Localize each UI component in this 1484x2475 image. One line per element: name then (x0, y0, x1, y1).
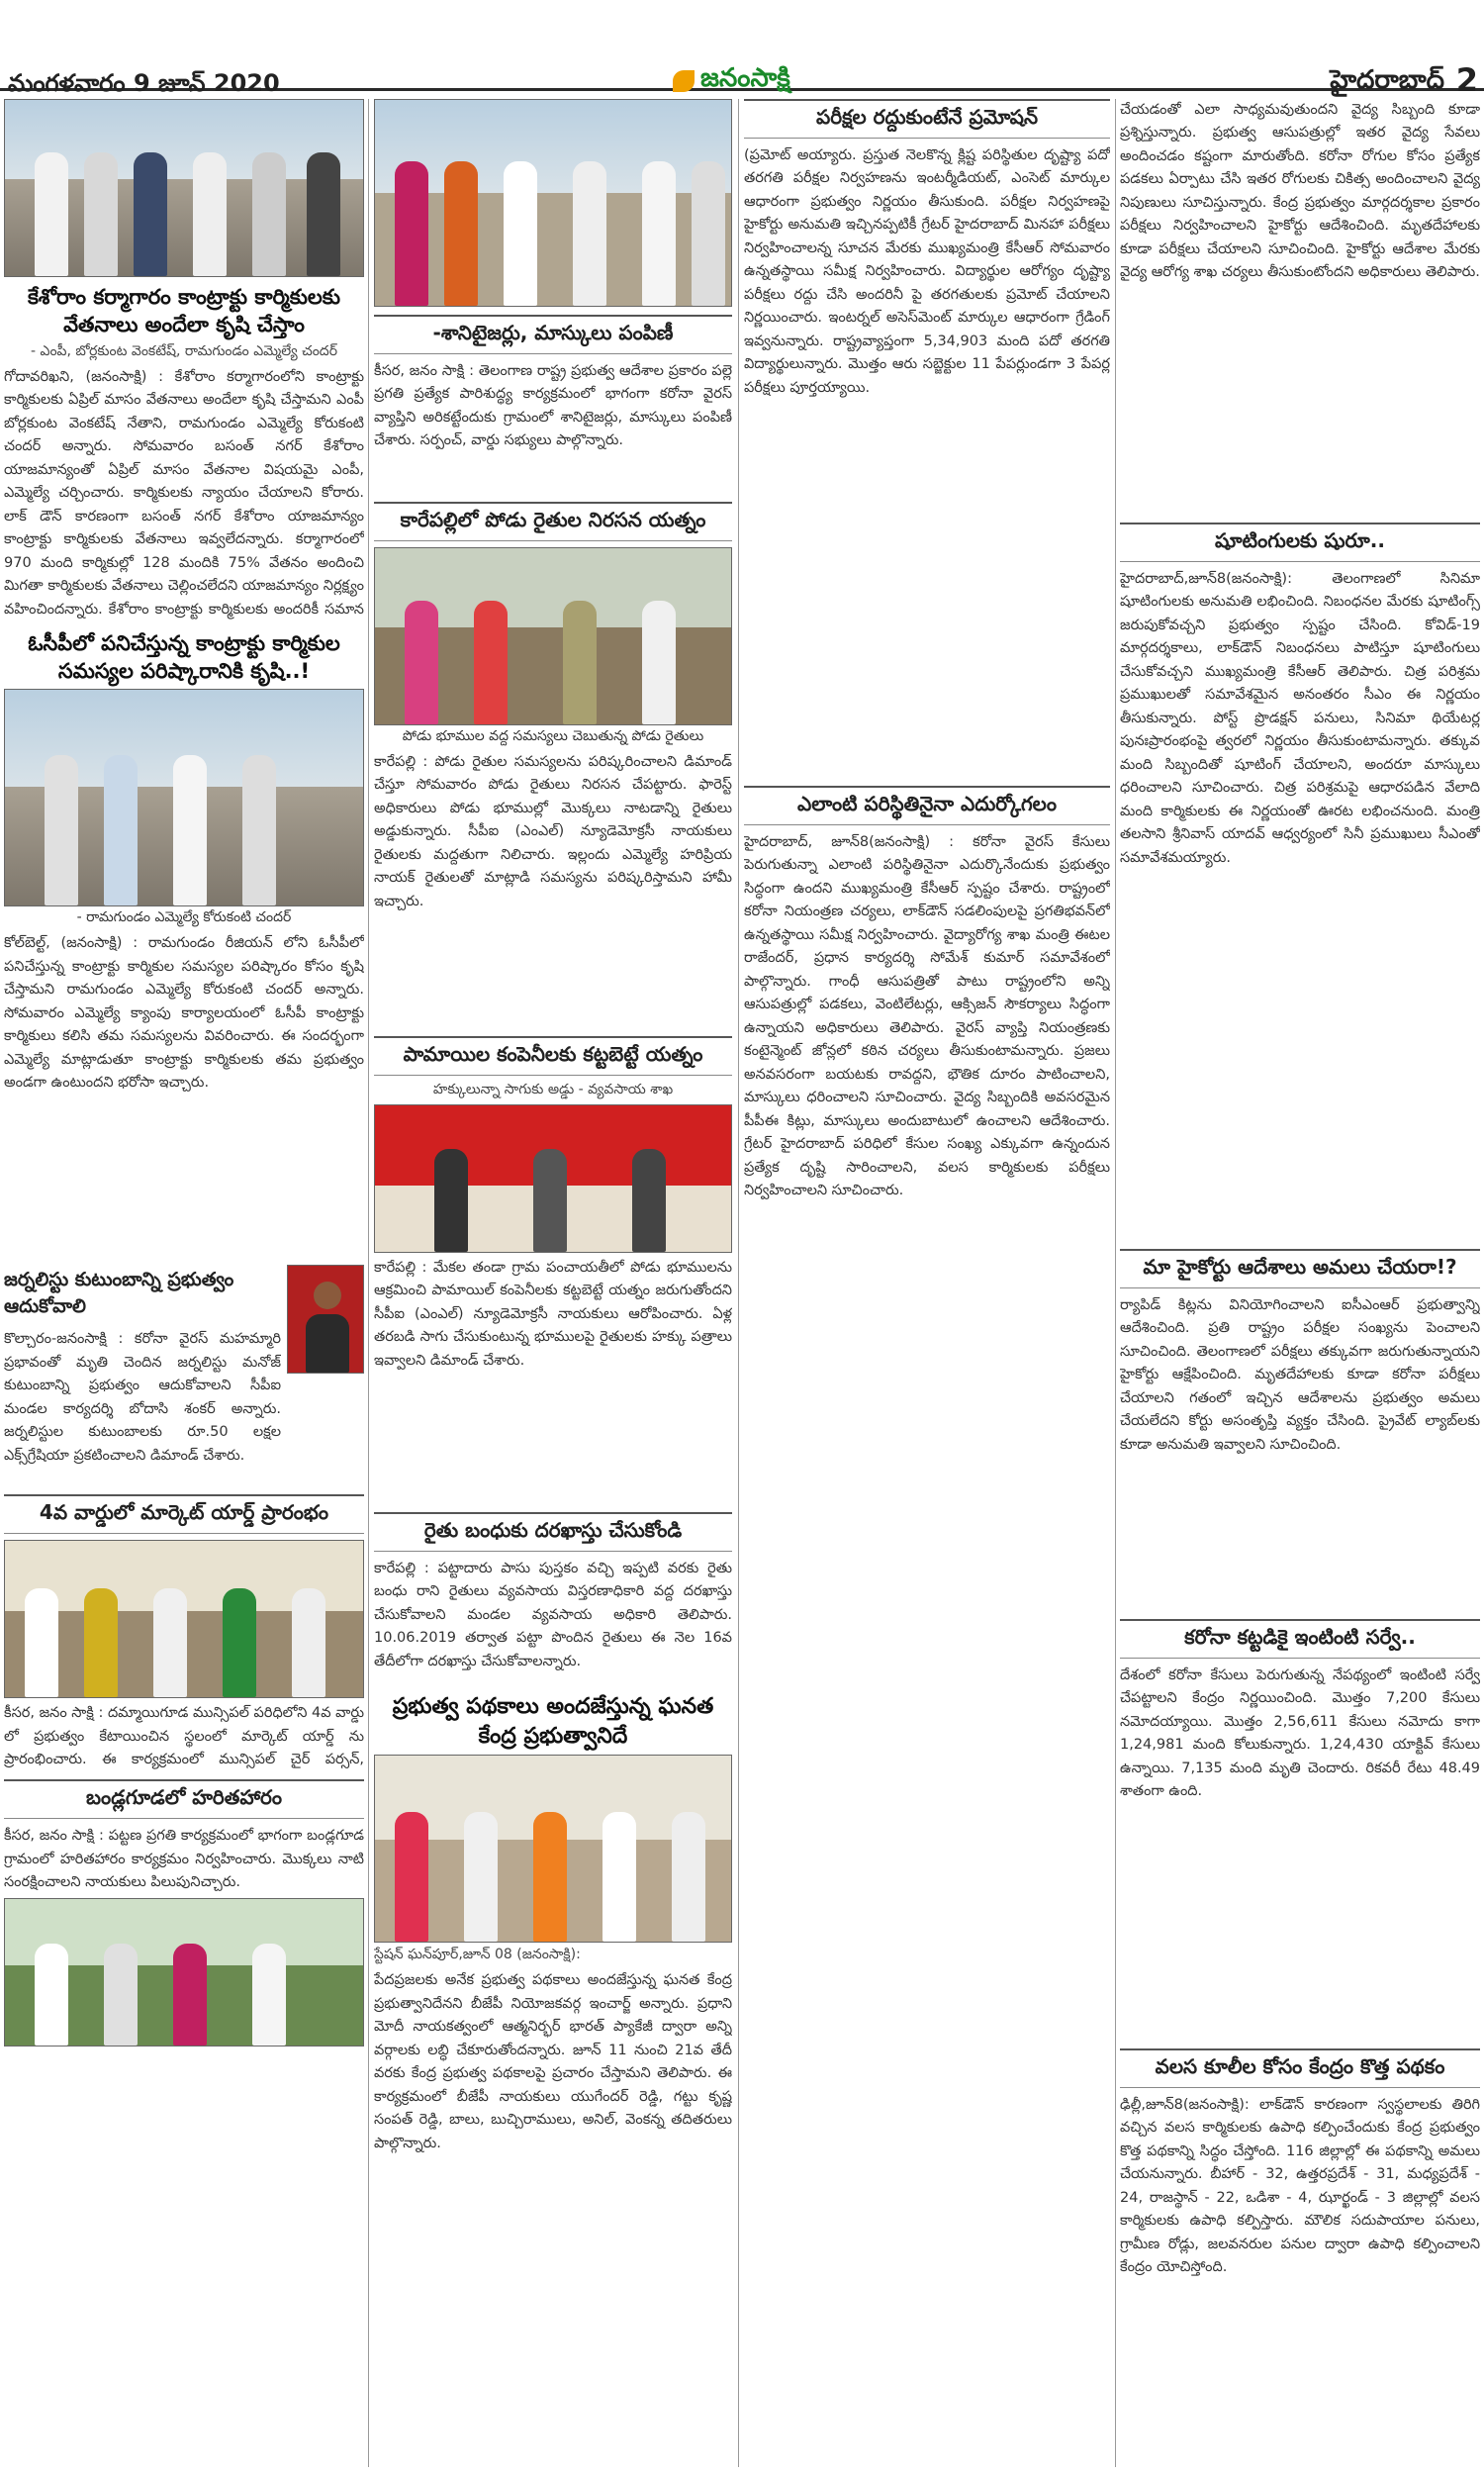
headline-high-court: మా హైకోర్టు ఆదేశాలు అమలు చేయరా!? (1120, 1249, 1480, 1288)
column-4 (1120, 99, 1480, 2467)
photo-caption-karepalli: పోడు భూముల వద్ద సమస్యలు చెబుతున్న పోడు రైతులు (402, 728, 704, 744)
masthead (0, 0, 1484, 99)
article-house-survey: దేశంలో కరోనా కేసులు పెరుగుతున్న నేపథ్యంలో ఇంటింటి సర్వే చేపట్టాలని కేంద్రం నిర్ణయించింది. మొత్తం 7,200 కేసులు నమోదయ్యాయి. మొత్తం 2,56,611 కేసులు నమోదు కాగా 1,24,981 మంది కోలుకున్నారు. 1,24,430 యాక్టివ్ కేసులు ఉన్నాయి. 7,135 మంది మృతి చెందారు. రికవరీ రేటు 48.49 శాతంగా ఉంది. (1120, 1667, 1480, 1800)
logo-leaf-icon (673, 70, 695, 92)
headline-journalist: జర్నలిస్టు కుటుంబాన్ని ప్రభుత్వం ఆదుకోవాలి (4, 1269, 234, 1318)
headline-central-schemes: ప్రభుత్వ పథకాలు అందజేస్తున్న ఘనత కేంద్ర ప్రభుత్వానిదే (392, 1694, 714, 1749)
article-continued: చేయడంతో ఎలా సాధ్యమవుతుందని వైద్య సిబ్బంది కూడా ప్రశ్నిస్తున్నారు. ప్రభుత్వ ఆసుపత్రుల్లో ఇతర వైద్య సేవలు అందించడం కష్టంగా మారుతోంది. కరోనా రోగుల కోసం ప్రత్యేక పడకలు ఏర్పాటు చేసి ఇతర రోగులకు చికిత్స అందించాలని వైద్య నిపుణులు సూచిస్తున్నారు. కేంద్ర ప్రభుత్వం మార్గదర్శకాల ప్రకారం పరీక్షలు నిర్వహించాలని హైకోర్టు ఆదేశించింది. మృతదేహాలకు కూడా పరీక్షలు చేయాలని సూచించింది. హైకోర్టు ఆదేశాల మేరకు వైద్య ఆరోగ్య శాఖ చర్యలు తీసుకుంటోందని అధికారులు తెలిపారు. (1120, 102, 1480, 281)
byline-palm-oil: హక్కులున్నా సాగుకు అడ్డు - వ్యవసాయ శాఖ (432, 1082, 674, 1097)
article-any-situation: హైదరాబాద్, జూన్8(జనంసాక్షి) : కరోనా వైరస్ కేసులు పెరుగుతున్నా ఎలాంటి పరిస్థితినైనా ఎదుర్కొనేందుకు ప్రభుత్వం సిద్ధంగా ఉందని ముఖ్యమంత్రి కేసీఆర్ స్పష్టం చేశారు. రాష్ట్రంలో కరోనా నియంత్రణ చర్యలు, లాక్‌డౌన్ సడలింపులపై ప్రగతిభవన్‌లో ఉన్నతస్థాయి సమీక్ష నిర్వహించారు. వైద్యారోగ్య శాఖ మంత్రి ఈటల రాజేందర్, ప్రధాన కార్యదర్శి సోమేశ్ కుమార్ సమావేశంలో పాల్గొన్నారు. గాంధీ ఆసుపత్రితో పాటు రాష్ట్రంలోని అన్ని ఆసుపత్రుల్లో పడకలు, వెంటిలేటర్లు, ఆక్సిజన్ సౌకర్యాలు సిద్ధంగా ఉన్నాయని అధికారులు తెలిపారు. వైరస్ వ్యాప్తి నియంత్రణకు కంటైన్మెంట్ జోన్లలో కఠిన చర్యలు తీసుకుంటామన్నారు. ప్రజలు అనవసరంగా బయటకు రావద్దని, భౌతిక దూరం పాటించాలని, మాస్కులు ధరించాలని సూచించారు. వైద్య సిబ్బందికి అవసరమైన పీపీఈ కిట్లు, మాస్కులు అందుబాటులో ఉంచాలని ఆదేశించారు. గ్రేటర్ హైదరాబాద్ పరిధిలో కేసుల సంఖ్య ఎక్కువగా ఉన్నందున ప్రత్యేక దృష్టి సారించాలని, వలస కార్మికులకు పరీక్షలు నిర్వహించాలని సూచించారు. (744, 834, 1110, 1199)
edition-city: హైదరాబాద్ (1330, 65, 1444, 95)
article-shootings: హైదరాబాద్,జూన్8(జనంసాక్షి): తెలంగాణలో సినిమా షూటింగులకు అనుమతి లభించింది. నిబంధనల మేరకు షూటింగ్స్ జరుపుకోవచ్చని ప్రభుత్వం స్పష్టం చేసింది. కోవిడ్-19 మార్గదర్శకాలు, లాక్‌డౌన్ నిబంధనలు పాటిస్తూ షూటింగులు చేసుకోవచ్చని ముఖ్యమంత్రి కేసీఆర్ తెలిపారు. చిత్ర పరిశ్రమ ప్రముఖులతో సమావేశమైన అనంతరం సీఎం ఈ నిర్ణయం తీసుకున్నారు. పోస్ట్ ప్రొడక్షన్ పనులు, సినిమా థియేటర్ల పునఃప్రారంభంపై త్వరలో నిర్ణయం తీసుకుంటామన్నారు. తక్కువ మంది సిబ్బందితో షూటింగ్ చేయాలని, అందరూ మాస్కులు ధరించాలని సూచించారు. చిత్ర పరిశ్రమపై ఆధారపడిన వేలాది మంది కార్మికులకు ఈ నిర్ణయంతో ఊరట లభించనుంది. మంత్రి తలసాని శ్రీనివాస్ యాదవ్ ఆధ్వర్యంలో సినీ ప్రముఖులు సీఎంతో సమావేశమయ్యారు. (1120, 571, 1480, 866)
article-market-yard: కీసర, జనం సాక్షి : దమ్మాయిగూడ మున్సిపల్ పరిధిలోని 4వ వార్డు లో ప్రభుత్వం కేటాయించిన స్థలంలో మార్కెట్ యార్డ్ ను ప్రారంభించారు. ఈ కార్యక్రమంలో మున్సిపల్ చైర్ పర్సన్, (4, 1705, 364, 1768)
news-photo-karepalli (374, 547, 732, 725)
column-2 (374, 99, 732, 2467)
column-3 (744, 99, 1110, 2467)
article-journalist: కొల్చారం-జనంసాక్షి : కరోనా వైరస్ మహమ్మారి ప్రభావంతో మృతి చెందిన జర్నలిస్టు మనోజ్ కుటుంబాన్ని ప్రభుత్వం ఆదుకోవాలని సీపీఐ మండల కార్యదర్శి బోదాసి శంకర్ అన్నారు. జర్నలిస్టుల కుటుంబాలకు రూ.50 లక్షల ఎక్స్‌గ్రేషియా ప్రకటించాలని డిమాండ్ చేశారు. (4, 1331, 281, 1464)
headline-exam-promotion: పరీక్షల రద్దుకుంటేనే ప్రమోషన్ (744, 99, 1110, 139)
article-kesoram: గోదావరిఖని, (జనంసాక్షి) : కేశోరాం కర్మాగారంలోని కాంట్రాక్టు కార్మికులకు ఏప్రిల్ మాసం వేతనాలు అందేలా కృషి చేస్తామని ఎంపీ బోర్లకుంట వెంకటేష్ నేతాని, రామగుండం ఎమ్మెల్యే కోరుకంటి చందర్ అన్నారు. సోమవారం బసంత్ నగర్ కేశోరాం యాజమాన్యంతో ఏప్రిల్ మాసం వేతనాల విషయమై ఎంపీ, ఎమ్మెల్యే చర్చించారు. కార్మికులకు న్యాయం చేయాలని కోరారు. లాక్ డౌన్ కారణంగా బసంత్ నగర్ కేశోరాం యాజమాన్యం కాంట్రాక్టు కార్మికులకు వేతనాలు ఇవ్వలేదన్నారు. కర్మాగారంలో 970 మంది కార్మికుల్లో 128 మందికి 75% వేతనం అందించి మిగతా కార్మికులకు వేతనాలు చెల్లించలేదని యాజమాన్యం నిర్లక్ష్యం వహించిందన్నారు. కేశోరాం కాంట్రాక్టు కార్మికులకు అందరికీ సమాన (4, 368, 364, 618)
article-palm-oil: కారేపల్లి : మేకల తండా గ్రామ పంచాయతీలో పోడు భూములను ఆక్రమించి పామాయిల్ కంపెనీలకు కట్టబెట్టే యత్నం జరుగుతోందని సీపీఐ (ఎంఎల్) న్యూడెమోక్రసీ నాయకులు ఆరోపించారు. ఏళ్ల తరబడి సాగు చేసుకుంటున్న భూములపై రైతులకు హక్కు పత్రాలు ఇవ్వాలని డిమాండ్ చేశారు. (374, 1260, 732, 1369)
column-divider (368, 99, 369, 2467)
column-divider (738, 99, 739, 2467)
news-photo-harithaharam (4, 1898, 364, 2047)
article-karepalli: కారేపల్లి : పోడు రైతుల సమస్యలను పరిష్కరించాలని డిమాండ్ చేస్తూ సోమవారం పోడు రైతులు నిరసన చేపట్టారు. ఫారెస్ట్ అధికారులు పోడు భూముల్లో మొక్కలు నాటడాన్ని రైతులు అడ్డుకున్నారు. సీపీఐ (ఎంఎల్) న్యూడెమోక్రసీ నాయకులు రైతులకు మద్దతుగా నిలిచారు. ఇల్లందు ఎమ్మెల్యే హరిప్రియ నాయక్ రైతులతో మాట్లాడి సమస్యను పరిష్కరిస్తామని హామీ ఇచ్చారు. (374, 754, 732, 909)
journalist-story (4, 1265, 364, 1486)
headline-harithaharam: బండ్లగూడలో హరితహారం (4, 1779, 364, 1819)
news-photo-ocp (4, 689, 364, 906)
headline-palm-oil: పామాయిల కంపెనీలకు కట్టబెట్టే యత్నం (374, 1036, 732, 1076)
article-high-court: ర్యాపిడ్ కిట్లను వినియోగించాలని ఐసీఎంఆర్ ప్రభుత్వాన్ని ఆదేశించింది. ప్రతి రాష్ట్రం పరీక్షల సంఖ్యను పెంచాలని సూచించింది. తెలంగాణలో పరీక్షలు తక్కువగా జరుగుతున్నాయని హైకోర్టు ఆక్షేపించింది. మృతదేహాలకు కూడా కరోనా పరీక్షలు చేయాలని గతంలో ఇచ్చిన ఆదేశాలను ప్రభుత్వం అమలు చేయలేదని కోర్టు అసంతృప్తి వ్యక్తం చేసింది. ప్రైవేట్ ల్యాబ్‌లకు కూడా అనుమతి ఇవ్వాలని సూచించింది. (1120, 1297, 1480, 1453)
news-photo-kesoram (4, 99, 364, 277)
issue-date: మంగళవారం 9 జూన్ 2020 (8, 69, 280, 97)
news-photo-market-yard (4, 1540, 364, 1698)
dateline-central-schemes: స్టేషన్ ఘన్‌పూర్,జూన్ 08 (జనంసాక్షి): (374, 1947, 581, 1963)
article-central-schemes: పేదప్రజలకు అనేక ప్రభుత్వ పథకాలు అందజేస్తున్న ఘనత కేంద్ర ప్రభుత్వానిదేనని బీజేపీ నియోజకవర్గ ఇంచార్జ్ అన్నారు. ప్రధాని మోదీ నాయకత్వంలో ఆత్మనిర్భర్ భారత్ ప్యాకేజీ ద్వారా అన్ని వర్గాలకు లబ్ధి చేకూరుతోందన్నారు. జూన్ 11 నుంచి 21వ తేదీ వరకు కేంద్ర ప్రభుత్వ పథకాలపై ప్రచారం చేస్తామని తెలిపారు. ఈ కార్యక్రమంలో బీజేపీ నాయకులు యుగేందర్ రెడ్డి, గట్టు కృష్ణ సంపత్ రెడ్డి, బాలు, బుచ్చిరాములు, అనిల్, వెంకన్న తదితరులు పాల్గొన్నారు. (374, 1972, 732, 2151)
logo-text: జనంసాక్షి (700, 63, 790, 93)
page-number: 2 (1455, 61, 1478, 99)
headline-karepalli: కారేపల్లిలో పోడు రైతుల నిరసన యత్నం (374, 502, 732, 541)
headline-ocp-workers: ఓసీపీలో పనిచేస్తున్న కాంట్రాక్టు కార్మికుల సమస్యల పరిష్కారానికి కృషి..! (28, 630, 340, 684)
headline-house-survey: కరోనా కట్టడికై ఇంటింటి సర్వే.. (1120, 1619, 1480, 1659)
article-ocp: కోల్‌బెల్ట్, (జనంసాక్షి) : రామగుండం రీజియన్ లోని ఓసీపీలో పనిచేస్తున్న కాంట్రాక్టు కార్మికుల సమస్యల పరిష్కారం కోసం కృషి చేస్తామని రామగుండం ఎమ్మెల్యే కోరుకంటి చందర్ అన్నారు. సోమవారం ఎమ్మెల్యే క్యాంపు కార్యాలయంలో ఓసీపీ కాంట్రాక్టు కార్మికులు కలిసి తమ సమస్యలను వివరించారు. ఈ సందర్భంగా ఎమ్మెల్యే మాట్లాడుతూ కాంట్రాక్టు కార్మికులకు తమ ప్రభుత్వం అండగా ఉంటుందని భరోసా ఇచ్చారు. (4, 935, 364, 1092)
byline-kesoram: - ఎంపీ, బోర్లకుంట వెంకటేష్, రామగుండం ఎమ్మెల్యే చందర్ (30, 342, 337, 359)
headline-any-situation: ఎలాంటి పరిస్థితినైనా ఎదుర్కోగలం (744, 786, 1110, 825)
newspaper-logo (673, 63, 790, 99)
headline-shootings: షూటింగులకు షురూ.. (1120, 523, 1480, 562)
photo-caption-ocp: - రామగుండం ఎమ్మెల్యే కోరుకంటి చందర్ (76, 909, 292, 926)
article-migrant-scheme: ఢిల్లీ,జూన్8(జనంసాక్షి): లాక్‌డౌన్ కారణంగా స్వస్థలాలకు తిరిగి వచ్చిన వలస కార్మికులకు ఉపాధి కల్పించేందుకు కేంద్ర ప్రభుత్వం కొత్త పథకాన్ని సిద్ధం చేస్తోంది. 116 జిల్లాల్లో ఈ పథకాన్ని అమలు చేయనున్నారు. బీహార్ - 32, ఉత్తరప్రదేశ్ - 31, మధ్యప్రదేశ్ - 24, రాజస్థాన్ - 22, ఒడిశా - 4, ఝార్ఖండ్ - 3 జిల్లాల్లో వలస కార్మికులకు ఉపాధి కల్పిస్తారు. మౌలిక సదుపాయాల పనులు, గ్రామీణ రోడ్లు, జలవనరుల పనుల ద్వారా ఉపాధి కల్పించాలని కేంద్రం యోచిస్తోంది. (1120, 2097, 1480, 2276)
headline-market-yard: 4వ వార్డులో మార్కెట్ యార్డ్ ప్రారంభం (4, 1494, 364, 1534)
headline-kesoram: కేశోరాం కర్మాగారం కాంట్రాక్టు కార్మికులకు వేతనాలు అందేలా కృషి చేస్తాం (27, 285, 341, 337)
headline-migrant-scheme: వలస కూలీల కోసం కేంద్రం కొత్త పథకం (1120, 2048, 1480, 2088)
news-photo-sanitizer (374, 99, 732, 307)
column-divider (1115, 99, 1116, 2467)
news-photo-palm-oil (374, 1104, 732, 1253)
news-photo-bjp-meeting (374, 1755, 732, 1943)
photo-caption-sanitizer: -శానిటైజర్లు, మాస్కులు పంపిణీ (374, 315, 732, 354)
article-sanitizer: కీసర, జనం సాక్షి : తెలంగాణ రాష్ట్ర ప్రభుత్వ ఆదేశాల ప్రకారం పల్లె ప్రగతి ప్రత్యేక పారిశుద్ధ్య కార్యక్రమంలో భాగంగా కరోనా వైరస్ వ్యాప్తిని అరికట్టేందుకు గ్రామంలో శానిటైజర్లు, మాస్కులు పంపిణీ చేశారు. సర్పంచ్, వార్డు సభ్యులు పాల్గొన్నారు. (374, 363, 732, 449)
portrait-photo (287, 1265, 364, 1374)
headline-rythu-bandhu: రైతు బంధుకు దరఖాస్తు చేసుకోండి (374, 1512, 732, 1552)
article-harithaharam: కీసర, జనం సాక్షి : పట్టణ ప్రగతి కార్యక్రమంలో భాగంగా బండ్లగూడ గ్రామంలో హరితహారం కార్యక్రమం నిర్వహించారు. మొక్కలు నాటి సంరక్షించాలని నాయకులు పిలుపునిచ్చారు. (4, 1828, 364, 1891)
article-rythu-bandhu: కారేపల్లి : పట్టాదారు పాసు పుస్తకం వచ్చి ఇప్పటి వరకు రైతు బంధు రాని రైతులు వ్యవసాయ విస్తరణాధికారి వద్ద దరఖాస్తు చేసుకోవాలని మండల వ్యవసాయ అధికారి తెలిపారు. 10.06.2019 తర్వాత పట్టా పొందిన రైతులు ఈ నెల 16వ తేదీలోగా దరఖాస్తు చేసుకోవాలన్నారు. (374, 1561, 732, 1669)
article-exam-promotion: (ప్రమోట్ అయ్యారు. ప్రస్తుత నెలకొన్న క్లిష్ట పరిస్థితుల దృష్ట్యా పదో తరగతి పరీక్షల నిర్వహణను ఇంటర్మీడియట్, ఎంసెట్ మార్కుల ఆధారంగా ప్రభుత్వం నిర్ణయం తీసుకుంది. పరీక్షల నిర్వహణపై హైకోర్టు అనుమతి ఇచ్చినప్పటికీ గ్రేటర్ హైదరాబాద్ మినహా పరీక్షలు నిర్వహించాలన్న సూచన మేరకు ముఖ్యమంత్రి కేసీఆర్ సోమవారం ఉన్నతస్థాయి సమీక్ష నిర్వహించారు. విద్యార్థుల ఆరోగ్యం దృష్ట్యా పరీక్షలు రద్దు చేసి అందరినీ పై తరగతులకు ప్రమోట్ చేయాలని నిర్ణయించారు. ఇంటర్నల్ అసెస్‌మెంట్ మార్కుల ఆధారంగా గ్రేడింగ్ ఇవ్వనున్నారు. రాష్ట్రవ్యాప్తంగా 5,34,903 మంది పదో తరగతి విద్యార్థులున్నారు. మొత్తం ఆరు సబ్జెక్టుల 11 పేపర్లుండగా 3 పేపర్ల పరీక్షలు పూర్తయ్యాయి. (744, 147, 1110, 396)
column-1 (4, 99, 364, 2467)
